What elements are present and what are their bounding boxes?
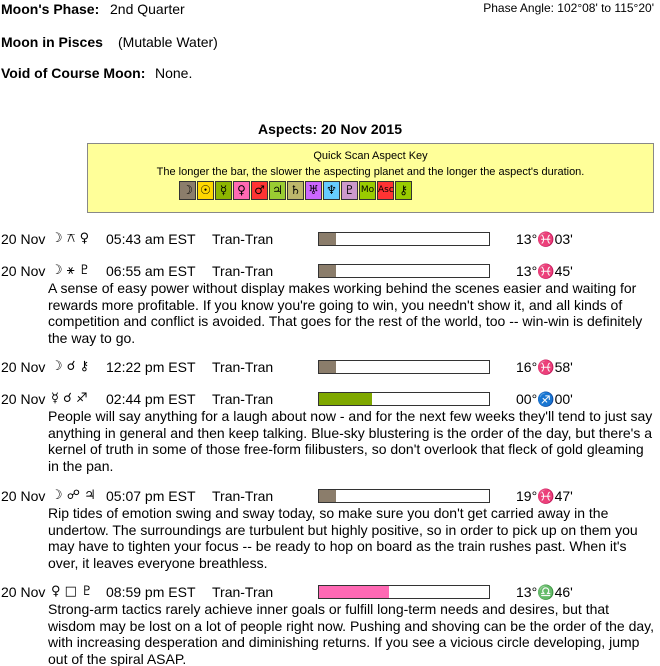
aspect-glyphs: ☽ ☌ ⚷: [51, 359, 90, 374]
aspect-description: People will say anything for a laugh about now - and for the next few weeks they'll tend to just say anything in general and then keep talking. Blue-sky blustering is the order of the day, but there's a kernel of truth in some of those free-form filibusters, so don't overlook that fleck of gold gleaming in the pan.: [48, 408, 653, 474]
aspect-type: Tran-Tran: [212, 263, 274, 279]
duration-bar-fill: [319, 393, 372, 405]
key-swatch: ☉: [197, 181, 214, 200]
key-title: Quick Scan Aspect Key: [313, 150, 428, 162]
aspect-date: 20 Nov: [1, 231, 46, 247]
aspect-type: Tran-Tran: [212, 391, 274, 407]
key-swatch: Asc: [377, 181, 394, 200]
aspect-date: 20 Nov: [1, 263, 46, 279]
moon-sign-label: Moon in Pisces: [1, 34, 103, 50]
aspect-time: 02:44 pm EST: [106, 391, 196, 407]
key-swatch: Mo: [359, 181, 376, 200]
key-swatch: ♄: [287, 181, 304, 200]
void-value: None.: [155, 65, 193, 81]
duration-bar: [318, 489, 490, 503]
aspect-glyphs: ☿ ☌ ♐: [51, 391, 88, 406]
duration-bar-fill: [319, 361, 336, 373]
aspect-type: Tran-Tran: [212, 359, 274, 375]
aspect-time: 06:55 am EST: [106, 263, 196, 279]
aspect-date: 20 Nov: [1, 584, 46, 600]
key-subtitle: The longer the bar, the slower the aspecting planet and the longer the aspect's duration.: [156, 166, 585, 178]
aspect-type: Tran-Tran: [212, 488, 274, 504]
aspect-date: 20 Nov: [1, 488, 46, 504]
void-label: Void of Course Moon:: [1, 65, 146, 81]
aspect-row: [0, 231, 660, 249]
key-swatch: ♂: [251, 181, 268, 200]
duration-bar: [318, 585, 490, 599]
key-swatch: ⚷: [395, 181, 412, 200]
key-swatches: [179, 181, 413, 200]
aspect-description: Strong-arm tactics rarely achieve inner goals or fulfill long-term needs and desires, but that wisdom may be lost on a lot of people right now. Pushing and shoving can be the order of the day, with increasing desperation and diminishing returns. If you see a vicious circle developing, jump out of the spiral ASAP.: [48, 601, 655, 666]
aspect-time: 08:59 pm EST: [106, 584, 196, 600]
key-swatch: ♃: [269, 181, 286, 200]
aspect-position: 16°♓58': [516, 359, 573, 375]
duration-bar: [318, 264, 490, 278]
aspect-date: 20 Nov: [1, 359, 46, 375]
aspect-position: 13°♎46': [516, 584, 573, 600]
aspect-date: 20 Nov: [1, 391, 46, 407]
aspect-glyphs: ☽ ☍ ♃: [51, 488, 96, 503]
key-swatch: ☽: [179, 181, 196, 200]
aspect-row: [0, 391, 660, 409]
key-swatch: ♇: [341, 181, 358, 200]
aspect-row: [0, 488, 660, 506]
moon-sign-value: (Mutable Water): [118, 34, 218, 50]
duration-bar: [318, 360, 490, 374]
aspect-glyphs: ☽ ⚻ ♀: [51, 231, 90, 246]
aspect-time: 05:43 am EST: [106, 231, 196, 247]
aspect-position: 13°♓45': [516, 263, 573, 279]
key-swatch: ♅: [305, 181, 322, 200]
key-swatch: ♀: [233, 181, 250, 200]
aspect-type: Tran-Tran: [212, 231, 274, 247]
duration-bar-fill: [319, 233, 336, 245]
aspect-key-box: [87, 143, 654, 213]
aspect-type: Tran-Tran: [212, 584, 274, 600]
aspects-title: Aspects: 20 Nov 2015: [258, 121, 402, 137]
key-swatch: ☿: [215, 181, 232, 200]
duration-bar: [318, 392, 490, 406]
aspect-position: 19°♓47': [516, 488, 573, 504]
moon-phase-value: 2nd Quarter: [110, 1, 185, 17]
duration-bar-fill: [319, 586, 389, 598]
aspect-glyphs: ♀ □ ♇: [51, 584, 93, 599]
moon-phase-label: Moon's Phase:: [1, 1, 100, 17]
aspect-description: Rip tides of emotion swing and sway today, so make sure you don't get carried away in the undertow. The surroundings are turbulent but highly positive, so in order to pick up on them you may have to tighten your focus -- be ready to hop on board as the train rushes past. When it's over, it leaves everyone breathless.: [48, 505, 638, 571]
duration-bar: [318, 232, 490, 246]
aspect-description: A sense of easy power without display makes working behind the scenes easier and waiting for rewards more profitable. If you know you're going to win, you needn't show it, and all kinds of competition and conflict is avoided. That goes for the rest of the world, too -- win-win is definitely the way to go.: [48, 280, 643, 346]
aspect-row: [0, 359, 660, 377]
aspect-position: 00°♐00': [516, 391, 573, 407]
aspect-row: [0, 584, 660, 602]
aspect-time: 12:22 pm EST: [106, 359, 196, 375]
key-swatch: ♆: [323, 181, 340, 200]
aspect-row: [0, 263, 660, 281]
phase-angle: Phase Angle: 102°08' to 115°20': [483, 1, 654, 15]
aspect-time: 05:07 pm EST: [106, 488, 196, 504]
aspect-position: 13°♓03': [516, 231, 573, 247]
aspect-glyphs: ☽ ⚹ ♇: [51, 263, 91, 278]
duration-bar-fill: [319, 490, 336, 502]
duration-bar-fill: [319, 265, 336, 277]
